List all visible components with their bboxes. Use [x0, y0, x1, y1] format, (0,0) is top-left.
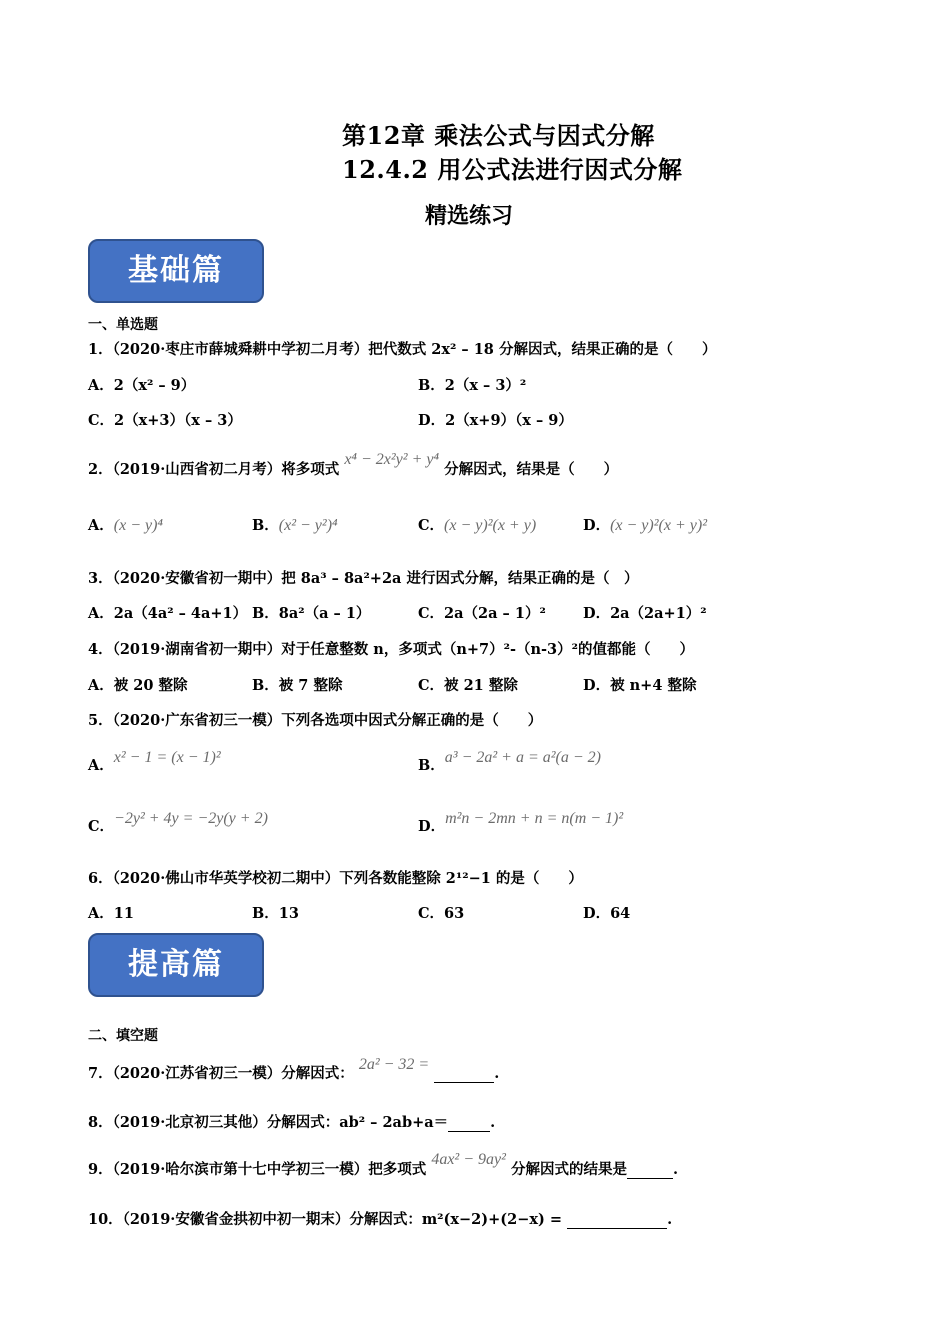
q10-prefix: 10．（2019·安徽省金拱初中初一期末）分解因式：m²(x−2)+(2−x) =	[88, 1211, 563, 1228]
q2-option-c-label: C．	[418, 517, 445, 534]
q1-option-b: B．2（x – 3）²	[418, 377, 527, 394]
question-6: 6．（2020·佛山市华英学校初二期中）下列各数能整除 2¹²−1 的是（ ）	[88, 870, 583, 887]
q2-option-a-label: A．	[88, 517, 114, 534]
section-heading-single-choice: 一、单选题	[88, 317, 158, 333]
question-10	[88, 1208, 672, 1229]
q9-suffix: 分解因式的结果是	[510, 1161, 627, 1178]
q7-expression: 2a² − 32 =	[358, 1056, 430, 1073]
q5-option-b-expr: a³ − 2a² + a = a²(a − 2)	[444, 749, 601, 766]
question-4: 4．（2019·湖南省初一期中）对于任意整数 n，多项式（n+7）²-（n-3）²的值都能（ ）	[88, 641, 694, 658]
q4-option-d: D．被 n+4 整除	[583, 677, 697, 694]
q4-option-c: C．被 21 整除	[418, 677, 518, 694]
q5-option-a-expr: x² − 1 = (x − 1)²	[113, 749, 221, 766]
q2-option-c-expr: (x − y)²(x + y)	[444, 517, 537, 534]
q4-option-a: A．被 20 整除	[88, 677, 188, 694]
question-2	[88, 451, 619, 479]
q3-option-a: A．2a（4a² – 4a+1）	[88, 605, 248, 622]
q2-suffix: 分解因式，结果是（ ）	[444, 461, 619, 478]
question-7	[88, 1056, 500, 1083]
q5-option-d-expr: m²n − 2mn + n = n(m − 1)²	[445, 810, 624, 827]
q2-option-b-label: B．	[252, 517, 279, 534]
q2-option-a-expr: (x − y)⁴	[113, 517, 163, 534]
q2-option-d	[583, 514, 707, 535]
q5-option-a	[88, 749, 221, 775]
q3-option-c: C．2a（2a – 1）²	[418, 605, 546, 622]
q8-prefix: 8．（2019·北京初三其他）分解因式：ab² – 2ab+a＝	[88, 1114, 449, 1131]
q6-option-c: C．63	[418, 905, 465, 922]
q2-option-d-expr: (x − y)²(x + y)²	[610, 517, 707, 534]
question-9	[88, 1151, 679, 1179]
section-heading-fill-blank: 二、填空题	[88, 1028, 158, 1044]
q5-option-c-expr: −2y² + 4y = −2y(y + 2)	[114, 810, 268, 827]
q4-option-b: B．被 7 整除	[252, 677, 343, 694]
advanced-section-banner: 提高篇	[88, 933, 264, 997]
basic-section-banner: 基础篇	[88, 239, 264, 303]
q7-prefix: 7．（2020·江苏省初三一模）分解因式：	[88, 1065, 354, 1082]
q5-option-d-label: D．	[418, 818, 446, 835]
q7-answer-blank[interactable]	[434, 1082, 494, 1083]
chapter-title: 第12章 乘法公式与因式分解	[342, 121, 655, 150]
q9-end: .	[672, 1161, 679, 1178]
question-8	[88, 1111, 495, 1132]
q2-option-d-label: D．	[583, 517, 611, 534]
q3-option-b: B．8a²（a – 1）	[252, 605, 371, 622]
q1-option-d: D．2（x+9）（x – 9）	[418, 412, 573, 429]
question-1: 1．（2020·枣庄市薛城舜耕中学初二月考）把代数式 2x² – 18 分解因式，结果正确的是（ ）	[88, 341, 717, 358]
q6-option-b: B．13	[252, 905, 299, 922]
q9-expression: 4ax² − 9ay²	[431, 1151, 506, 1168]
q8-answer-blank[interactable]	[448, 1131, 490, 1132]
q7-suffix: .	[494, 1065, 500, 1082]
q5-option-c	[88, 810, 268, 836]
q5-option-c-label: C．	[88, 818, 115, 835]
q8-suffix: .	[490, 1114, 496, 1131]
question-3: 3．（2020·安徽省初一期中）把 8a³ – 8a²+2a 进行因式分解，结果正确的是（ ）	[88, 570, 639, 587]
q5-option-b-label: B．	[418, 757, 445, 774]
q2-option-a	[88, 514, 163, 535]
q6-option-d: D．64	[583, 905, 631, 922]
q2-prefix: 2．（2019·山西省初二月考）将多项式	[88, 461, 340, 478]
q2-option-c	[418, 514, 536, 535]
q10-answer-blank[interactable]	[567, 1228, 667, 1229]
q5-option-a-label: A．	[88, 757, 114, 774]
q10-suffix: .	[667, 1211, 673, 1228]
q6-option-a: A．11	[88, 905, 134, 922]
q2-option-b	[252, 514, 338, 535]
q3-option-d: D．2a（2a+1）²	[583, 605, 707, 622]
q2-option-b-expr: (x² − y²)⁴	[278, 517, 338, 534]
q5-option-b	[418, 749, 601, 775]
q9-prefix: 9．（2019·哈尔滨市第十七中学初三一模）把多项式	[88, 1161, 427, 1178]
q2-expression: x⁴ − 2x²y² + y⁴	[344, 451, 440, 468]
question-5: 5．（2020·广东省初三一模）下列各选项中因式分解正确的是（ ）	[88, 712, 543, 729]
q5-option-d	[418, 810, 624, 836]
section-title: 12.4.2 用公式法进行因式分解	[342, 155, 683, 184]
q1-option-a: A．2（x² – 9）	[88, 377, 196, 394]
q1-option-c: C．2（x+3）（x – 3）	[88, 412, 242, 429]
exercise-subtitle: 精选练习	[425, 203, 514, 229]
q9-answer-blank[interactable]	[627, 1178, 673, 1179]
